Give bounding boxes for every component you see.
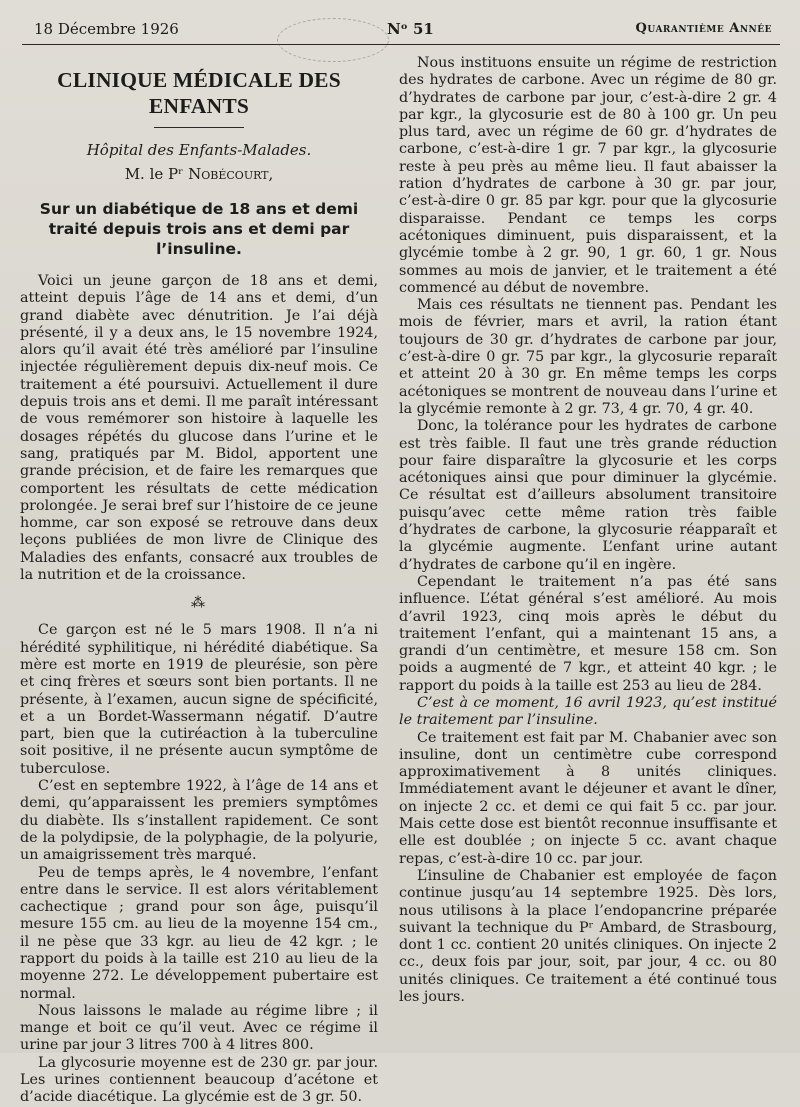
author-name: Nobécourt, [188, 165, 274, 183]
paragraph: Cependant le traitement n’a pas été sans influence. L’état général s’est amélioré. Au mois d’avril 1923, cinq mois après le début du traitement l’enfant, qui a maintenant 15 ans, a grandi d’un centimètre, et mesure 158 cm. Son poids a augmenté de 7 kgr., et atteint 40 kgr. ; le rapport du poids à la taille est 253 au lieu de 284. [399, 573, 777, 694]
subtitle-line-2: traité depuis trois ans et demi par l’insuline. [48, 220, 350, 258]
author-prefix: M. le Pʳ [124, 165, 184, 183]
paragraph: L’insuline de Chabanier est employée de façon continue jusqu’au 14 septembre 1925. Dès lors, nous utilisons à la place l’endopancrine préparée suivant la technique du Pʳ Ambard, de Strasbourg, dont 1 cc. contient 20 unités cliniques. On injecte 2 cc., deux fois par jour, soit, par jour, 4 cc. ou 80 unités cliniques. Ce traitement a été continué tous les jours. [399, 867, 777, 1006]
paragraph: Peu de temps après, le 4 novembre, l’enfant entre dans le service. Il est alors véritablement cachectique ; grand pour son âge, puisqu’il mesure 155 cm. au lieu de la moyenne 154 cm., il ne pèse que 33 kgr. au lieu de 42 kgr. ; le rapport du poids à la taille est 210 au lieu de la moyenne 272. Le développement pubertaire est normal. [20, 864, 378, 1002]
paragraph: Ce garçon est né le 5 mars 1908. Il n’a ni hérédité syphilitique, ni hérédité diabétique. Sa mère est morte en 1919 de pleurésie, son père et cinq frères et sœurs sont bien portants. Il ne présente, à l’examen, aucun signe de spécificité, et a un Bordet-Wassermann négatif. D’autre part, bien que la cutiréaction à la tuberculine soit positive, il ne présente aucun symptôme de tuberculose. [20, 622, 378, 777]
paragraph: Nous laissons le malade au régime libre ; il mange et boit ce qu’il veut. Avec ce régime il urine par jour 3 litres 700 à 4 litres 800. [20, 1002, 378, 1054]
title-rule [154, 127, 244, 128]
paragraph: Voici un jeune garçon de 18 ans et demi, atteint depuis l’âge de 14 ans et demi, d’un grand diabète avec dénutrition. Je l’ai déjà présenté, il y a deux ans, le 15 novembre 1924, alors qu’il avait été très amélioré par l’insuline injectée régulièrement depuis dix-neuf mois. Ce traitement a été poursuivi. Actuellement il dure depuis trois ans et demi. Il me paraît intéressant de vous remémorer son histoire à laquelle les dosages répétés du glucose dans l’urine et le sang, pratiqués par M. Bidol, apportent une grande précision, et de faire les remarques que comportent les résultats de cette médication prolongée. Je serai bref sur l’histoire de ce jeune homme, car son exposé se retrouve dans deux leçons publiées de mon livre de Clinique des Maladies des enfants, consacré aux troubles de la nutrition et de la croissance. [20, 273, 378, 584]
paragraph: Mais ces résultats ne tiennent pas. Pendant les mois de février, mars et avril, la ration étant toujours de 30 gr. d’hydrates de carbone par jour, c’est-à-dire 0 gr. 75 par kgr., la glycosurie reparaît et atteint 20 à 30 gr. En même temps les corps acétoniques se montrent de nouveau dans l’urine et la glycémie remonte à 2 gr. 73, 4 gr. 70, 4 gr. 40. [399, 297, 777, 417]
left-column [20, 55, 378, 1107]
article-title: CLINIQUE MÉDICALE DES ENFANTS [57, 68, 341, 118]
author-line [20, 163, 378, 185]
article-subtitle [20, 199, 378, 259]
page-header [22, 18, 780, 45]
hospital-name: Hôpital des Enfants-Malades. [86, 141, 312, 159]
paragraph: Donc, la tolérance pour les hydrates de carbone est très faible. Il faut une très grande réduction pour faire disparaître la glycosurie et les corps acétoniques ainsi que pour diminuer la glycémie. Ce résultat est d’ailleurs absolument transitoire puisqu’avec cette même ration très faible d’hydrates de carbone, la glycosurie réapparaît et la glycémie augmente. L’enfant urine autant d’hydrates de carbone qu’il en ingère. [399, 418, 777, 573]
paragraph-italic: C’est à ce moment, 16 avril 1923, qu’est institué le traitement par l’insuline. [399, 694, 777, 729]
paragraph: C’est en septembre 1922, à l’âge de 14 ans et demi, qu’apparaissent les premiers symptômes du diabète. Ils s’installent rapidement. Ce sont de la polydipsie, de la polyphagie, de la polyurie, un amaigrissement très marqué. [20, 778, 378, 864]
paragraph: Nous instituons ensuite un régime de restriction des hydrates de carbone. Avec un régime de 80 gr. d’hydrates de carbone par jour, c’est-à-dire 2 gr. 4 par kgr., la glycosurie est de 80 à 100 gr. Un peu plus tard, avec un régime de 60 gr. d’hydrates de carbone, c’est-à-dire 1 gr. 7 par kgr., la glycosurie reste à peu près au même lieu. Il faut abaisser la ration d’hydrates de carbone à 30 gr. par jour, c’est-à-dire 0 gr. 85 par kgr. pour que la glycosurie disparaisse. Pendant ce temps les corps acétoniques diminuent, puis disparaissent, et la glycémie tombe à 2 gr. 90, 1 gr. 60, 1 gr. Nous sommes au mois de janvier, et le traitement a été commencé au début de novembre. [399, 55, 777, 296]
issue-number: Nᵒ 51 [387, 20, 434, 38]
issue-date: 18 Décembre 1926 [34, 20, 179, 38]
subtitle-line-1: Sur un diabétique de 18 ans et demi [39, 200, 359, 218]
right-column [399, 55, 777, 1006]
volume-year: Quarantième Année [635, 21, 772, 36]
paragraph: La glycosurie moyenne est de 230 gr. par jour. Les urines contiennent beaucoup d’acétone et d’acide diacétique. La glycémie est de 3 gr. 50. [20, 1054, 378, 1106]
section-separator: ⁂ [191, 595, 207, 612]
paragraph: Ce traitement est fait par M. Chabanier avec son insuline, dont un centimètre cube correspond approximativement à 8 unités cliniques. Immédiatement avant le déjeuner et avant le dîner, on injecte 2 cc. et demi ce qui fait 5 cc. par jour. Mais cette dose est bientôt reconnue insuffisante et elle est doublée ; on injecte 5 cc. avant chaque repas, c’est-à-dire 10 cc. par jour. [399, 729, 777, 867]
